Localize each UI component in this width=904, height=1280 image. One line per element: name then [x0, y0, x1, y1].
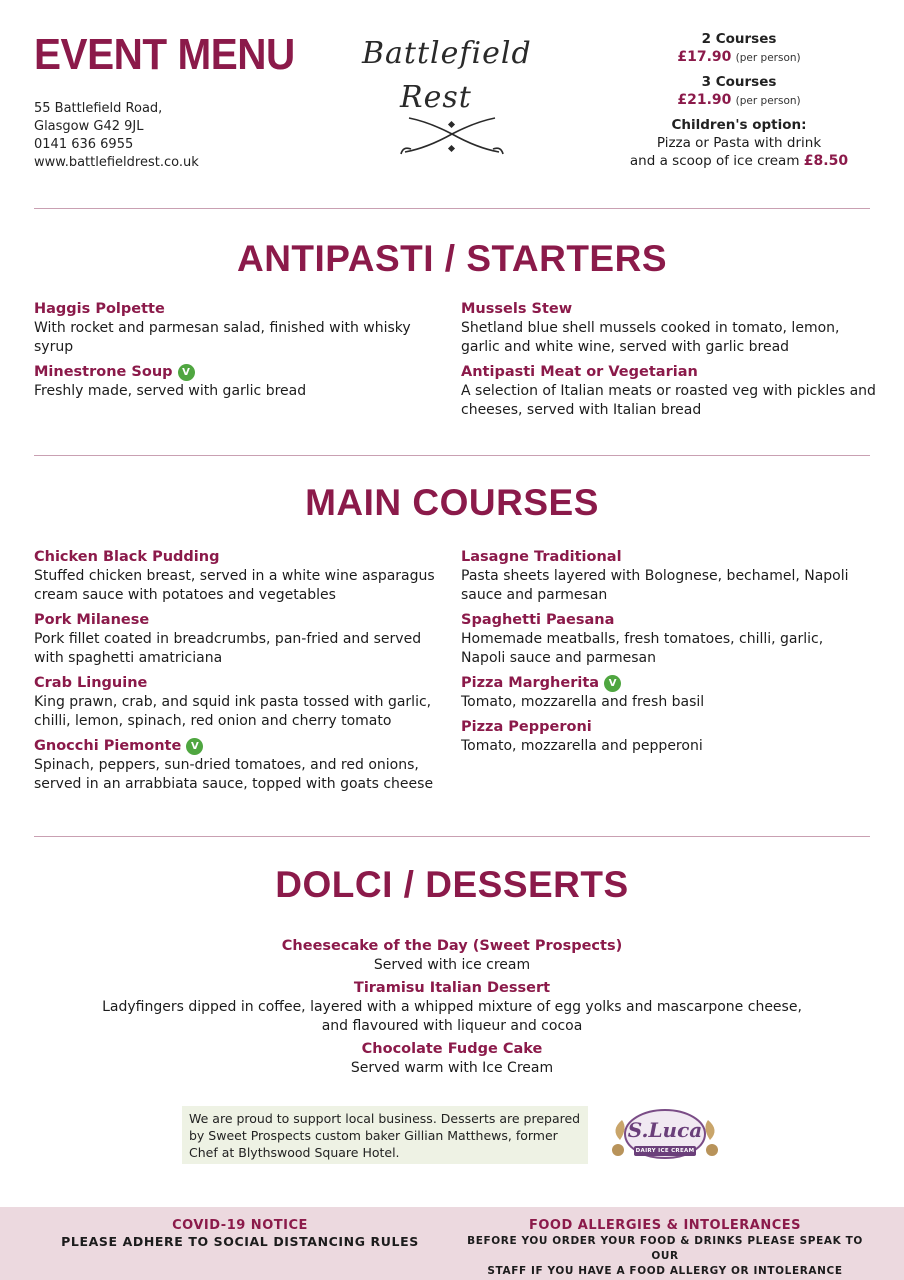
footer-notices	[0, 1207, 904, 1280]
mains-right-column	[461, 548, 871, 762]
mains-left-column	[34, 548, 444, 800]
dessert-item-description: and flavoured with liqueur and cocoa	[321, 1018, 583, 1034]
starters-right-column	[461, 300, 881, 426]
vegetarian-badge-icon: V	[178, 364, 195, 381]
menu-item-name-text: Gnocchi Piemonte	[34, 738, 182, 754]
menu-item	[34, 548, 444, 605]
menu-item	[461, 548, 871, 605]
children-price: £8.50	[803, 153, 849, 169]
menu-item-description: King prawn, crab, and squid ink pasta tossed with garlic, chilli, lemon, spinach, red onion and cherry tomato	[34, 694, 432, 729]
desserts-list	[0, 937, 904, 1082]
three-courses-price: £21.90	[677, 92, 732, 108]
desserts-title: DOLCI / DESSERTS	[275, 864, 629, 905]
dessert-item	[0, 937, 904, 975]
dessert-item	[0, 979, 904, 1036]
menu-item-name	[461, 363, 881, 382]
menu-item-name	[34, 363, 454, 382]
menu-item-name	[461, 718, 871, 737]
menu-item-description: Spinach, peppers, sun-dried tomatoes, and red onions, served in an arrabbiata sauce, topped with goats cheese	[34, 757, 434, 792]
menu-item-name-text: Lasagne Traditional	[461, 549, 622, 565]
menu-item-name-text: Pizza Pepperoni	[461, 719, 592, 735]
two-courses-label: 2 Courses	[701, 31, 777, 47]
dessert-item-description: Ladyfingers dipped in coffee, layered with a whipped mixture of egg yolks and mascarpone cheese,	[102, 999, 802, 1015]
menu-item-description: Tomato, mozzarella and pepperoni	[461, 738, 703, 754]
menu-item-name	[34, 674, 444, 693]
menu-item-name	[461, 548, 871, 567]
allergy-notice-title: FOOD ALLERGIES & INTOLERANCES	[529, 1218, 801, 1233]
restaurant-logo	[352, 28, 552, 163]
three-courses-label: 3 Courses	[701, 74, 777, 90]
menu-item-name	[34, 737, 444, 756]
allergy-notice-line2: STAFF IF YOU HAVE A FOOD ALLERGY OR INTOLERANCE	[487, 1265, 843, 1277]
menu-item-name	[461, 300, 881, 319]
crossed-swords-icon	[397, 116, 507, 158]
local-business-note: We are proud to support local business. Desserts are prepared by Sweet Prospects custom baker Gillian Matthews, former Chef at Blythswood Square Hotel.	[182, 1106, 588, 1164]
menu-item-name-text: Crab Linguine	[34, 675, 148, 691]
sluca-logo-text: S.Luca	[627, 1118, 703, 1142]
menu-item	[461, 674, 871, 712]
starters-title: ANTIPASTI / STARTERS	[236, 238, 668, 279]
menu-item-name-text: Haggis Polpette	[34, 301, 165, 317]
menu-item	[461, 363, 881, 420]
dessert-item-name: Chocolate Fudge Cake	[361, 1041, 543, 1057]
phone-number: 0141 636 6955	[34, 137, 134, 152]
address-city: Glasgow G42 9JL	[34, 119, 144, 134]
menu-item-description: Freshly made, served with garlic bread	[34, 383, 307, 399]
starters-left-column	[34, 300, 454, 407]
menu-item-description: Stuffed chicken breast, served in a white wine asparagus cream sauce with potatoes and vegetables	[34, 568, 435, 603]
sluca-logo	[606, 1104, 724, 1166]
menu-item-name	[461, 674, 871, 693]
dessert-item-name: Tiramisu Italian Dessert	[353, 980, 551, 996]
logo-line2: Rest	[400, 80, 472, 115]
menu-item-description: Pasta sheets layered with Bolognese, bechamel, Napoli sauce and parmesan	[461, 568, 849, 603]
menu-item	[461, 300, 881, 357]
covid-notice-text: PLEASE ADHERE TO SOCIAL DISTANCING RULES	[61, 1234, 419, 1249]
section-divider	[34, 455, 870, 456]
menu-item-description: Tomato, mozzarella and fresh basil	[461, 694, 705, 710]
menu-item	[461, 611, 871, 668]
menu-item	[34, 737, 444, 794]
per-person-note: (per person)	[735, 95, 801, 107]
logo-line1: Battlefield	[362, 36, 532, 71]
dessert-item-name: Cheesecake of the Day (Sweet Prospects)	[281, 938, 623, 954]
menu-item-name-text: Mussels Stew	[461, 301, 573, 317]
section-divider	[34, 836, 870, 837]
menu-item	[34, 300, 454, 357]
children-option-line2: and a scoop of ice cream	[629, 153, 800, 169]
dessert-item	[0, 1040, 904, 1078]
allergy-notice-line1: BEFORE YOU ORDER YOUR FOOD & DRINKS PLEASE SPEAK TO OUR	[467, 1235, 863, 1262]
menu-item	[34, 674, 444, 731]
menu-item-name	[34, 300, 454, 319]
menu-item-name-text: Chicken Black Pudding	[34, 549, 220, 565]
website-link[interactable]: www.battlefieldrest.co.uk	[34, 155, 199, 170]
allergy-notice	[455, 1217, 875, 1279]
vegetarian-badge-icon: V	[186, 738, 203, 755]
vegetarian-badge-icon: V	[604, 675, 621, 692]
sluca-logo-subtext: DAIRY ICE CREAM	[635, 1148, 695, 1154]
mains-title: MAIN COURSES	[305, 482, 599, 523]
dessert-item-description: Served with ice cream	[373, 957, 531, 973]
menu-item	[34, 363, 454, 401]
section-divider	[34, 208, 870, 209]
covid-notice	[40, 1217, 440, 1250]
menu-item-name-text: Pizza Margherita	[461, 675, 600, 691]
menu-item-description: Shetland blue shell mussels cooked in tomato, lemon, garlic and white wine, served with garlic bread	[461, 320, 840, 355]
menu-item-description: Pork fillet coated in breadcrumbs, pan-fried and served with spaghetti amatriciana	[34, 631, 422, 666]
page-title: EVENT MENU	[34, 30, 295, 79]
menu-item-name	[34, 611, 444, 630]
menu-item-name-text: Antipasti Meat or Vegetarian	[461, 364, 698, 380]
price-panel	[618, 30, 860, 170]
menu-item-description: With rocket and parmesan salad, finished with whisky syrup	[34, 320, 411, 355]
menu-item	[34, 611, 444, 668]
menu-item-name	[34, 548, 444, 567]
children-option-line1: Pizza or Pasta with drink	[656, 135, 822, 151]
menu-item-name-text: Minestrone Soup	[34, 364, 173, 380]
covid-notice-title: COVID-19 NOTICE	[172, 1218, 308, 1233]
restaurant-address	[34, 100, 199, 172]
two-courses-price: £17.90	[677, 49, 732, 65]
dessert-item-description: Served warm with Ice Cream	[350, 1060, 554, 1076]
menu-item-description: A selection of Italian meats or roasted veg with pickles and cheeses, served with Italian bread	[461, 383, 876, 418]
children-option-label: Children's option:	[671, 117, 807, 133]
menu-item	[461, 718, 871, 756]
per-person-note: (per person)	[735, 52, 801, 64]
address-street: 55 Battlefield Road,	[34, 101, 163, 116]
menu-item-description: Homemade meatballs, fresh tomatoes, chilli, garlic, Napoli sauce and parmesan	[461, 631, 824, 666]
menu-item-name-text: Spaghetti Paesana	[461, 612, 615, 628]
menu-item-name	[461, 611, 871, 630]
menu-item-name-text: Pork Milanese	[34, 612, 150, 628]
